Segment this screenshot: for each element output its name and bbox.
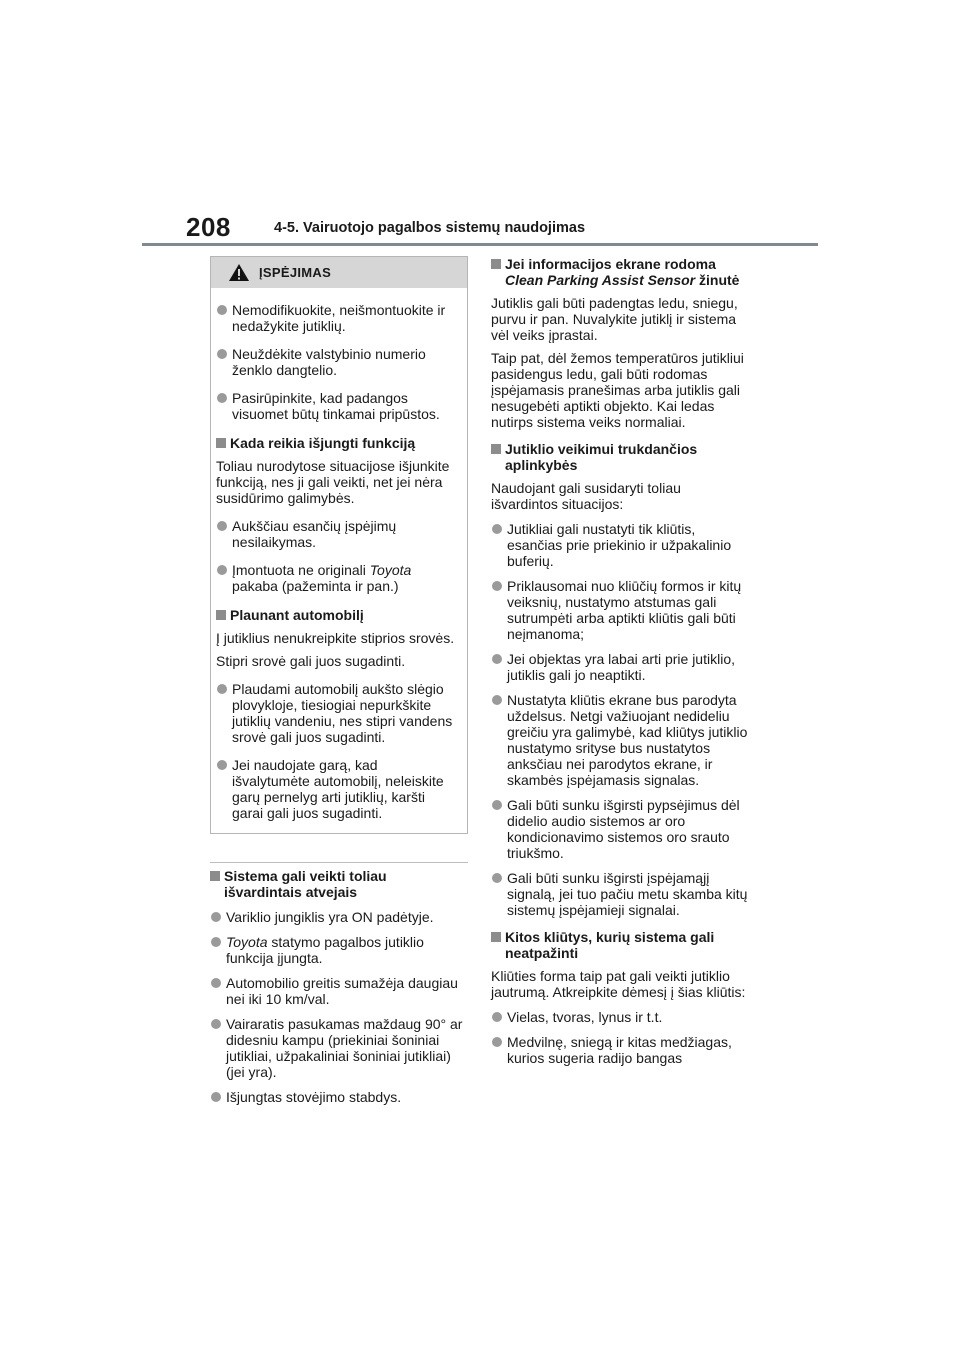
heading-text: žinutė (699, 272, 740, 288)
operation-bullet: Automobilio greitis sumažėja daugiau nei iki 10 km/val. (210, 975, 468, 1007)
warning-bullet: Neuždėkite valstybinio numerio ženklo dangtelio. (216, 346, 457, 378)
interference-bullet: Gali būti sunku išgirsti įspėjamąjį signalą, jei tuo pačiu metu skamba kitų sistemų įspėjamieji signalai. (491, 870, 751, 918)
operation-bullet (210, 934, 468, 966)
interference-bullet: Gali būti sunku išgirsti pypsėjimus dėl didelio audio sistemos ar oro kondicionavimo sistemos oro srauto triukšmo. (491, 797, 751, 861)
other-obstacles-heading: Kitos kliūtys, kurių sistema gali neatpažinti (491, 929, 751, 961)
message-name: Clean Parking Assist Sensor (505, 272, 696, 288)
wash-heading: Plaunant automobilį (216, 607, 457, 623)
header-divider (142, 243, 818, 246)
interference-bullet: Priklausomai nuo kliūčių formos ir kitų veiksnių, nustatymo atstumas gali sutrumpėti arba aptikti kliūtis gali būti neįmanoma; (491, 578, 751, 642)
interference-heading: Jutiklio veikimui trukdančios aplinkybės (491, 441, 751, 473)
heading-text: Jei informacijos ekrane rodoma (505, 256, 716, 272)
wash-bullet: Jei naudojate garą, kad išvalytumėte automobilį, neleiskite garų pernelyg arti jutiklių, karšti garai gali juos sugadinti. (216, 757, 457, 821)
obstacle-bullet: Vielas, tvoras, lynus ir t.t. (491, 1009, 751, 1025)
paragraph: Jutiklis gali būti padengtas ledu, sniegu, purvu ir pan. Nuvalykite jutiklį ir sistema vėl veiks įprastai. (491, 295, 738, 343)
wash-text: Į jutiklius nenukreipkite stiprios srovės. (216, 630, 455, 646)
obstacle-bullet: Medvilnę, sniegą ir kitas medžiagas, kurios sugeria radijo bangas (491, 1034, 751, 1066)
bullet-text: pakaba (pažeminta ir pan.) (232, 578, 399, 594)
warning-bullet: Pasirūpinkite, kad padangos visuomet būtų tinkamai pripūstos. (216, 390, 457, 422)
paragraph: Naudojant gali susidaryti toliau išvardintos situacijos: (491, 480, 681, 512)
bullet-text: Įmontuota ne originali (232, 562, 366, 578)
warning-bullet: Nemodifikuokite, neišmontuokite ir nedažykite jutiklių. (216, 302, 457, 334)
disable-bullet (216, 562, 457, 594)
section-divider (210, 862, 468, 863)
brand-name: Toyota (369, 562, 412, 578)
disable-bullet: Aukščiau esančių įspėjimų nesilaikymas. (216, 518, 457, 550)
operation-bullet: Variklio jungiklis yra ON padėtyje. (210, 909, 468, 925)
section-title: 4-5. Vairuotojo pagalbos sistemų naudojimas (274, 220, 586, 236)
brand-name: Toyota (226, 934, 268, 950)
wash-bullet: Plaudami automobilį aukšto slėgio plovykloje, tiesiogiai nepurkškite jutiklių vandeniu, nes stipri vandens srovė gali juos sugadinti. (216, 681, 457, 745)
paragraph: Kliūties forma taip pat gali veikti jutiklio jautrumą. Atkreipkite dėmesį į šias kliūtis: (491, 968, 746, 1000)
warning-header (211, 257, 467, 288)
warning-box (210, 256, 468, 834)
page-header (142, 212, 818, 246)
operation-bullet: Išjungtas stovėjimo stabdys. (210, 1089, 468, 1105)
left-column (210, 256, 468, 1105)
wash-text: Stipri srovė gali juos sugadinti. (216, 653, 406, 669)
right-column (491, 256, 751, 1066)
disable-heading: Kada reikia išjungti funkciją (216, 435, 457, 451)
warning-body (211, 288, 467, 821)
disable-text: Toliau nurodytose situacijose išjunkite funkciją, nes ji gali veikti, net jei nėra susidūrimo galimybės. (216, 458, 450, 506)
bullet-text: statymo pagalbos jutiklio funkcija įjungta. (226, 934, 424, 966)
clean-sensor-heading (491, 256, 751, 288)
paragraph: Taip pat, dėl žemos temperatūros jutikliui pasidengus ledu, gali būti rodomas įspėjamasis pranešimas arba jutiklis gali nesugebėti aptikti objekto. Kai ledas nutirps sistema veiks normaliai. (491, 350, 744, 430)
page-number: 208 (186, 212, 231, 242)
interference-bullet: Nustatyta kliūtis ekrane bus parodyta uždelsus. Netgi važiuojant nedideliu greičiu yra galimybė, kad kliūtys jutiklio nustatymo srityse bus nustatytos anksčiau nei parodytos ekrane, ir skambės įspėjamasis signalas. (491, 692, 751, 788)
interference-bullet: Jei objektas yra labai arti prie jutiklio, jutiklis gali jo neaptikti. (491, 651, 751, 683)
warning-triangle-icon (228, 263, 250, 282)
warning-title: ĮSPĖJIMAS (259, 265, 332, 280)
operation-bullet: Vairaratis pasukamas maždaug 90° ar didesniu kampu (priekiniai šoniniai jutikliai, užpakaliniai šoniniai jutikliai) (jei yra). (210, 1016, 468, 1080)
operation-heading: Sistema gali veikti toliau išvardintais atvejais (210, 868, 468, 900)
interference-bullet: Jutikliai gali nustatyti tik kliūtis, esančias prie priekinio ir užpakalinio buferių. (491, 521, 751, 569)
